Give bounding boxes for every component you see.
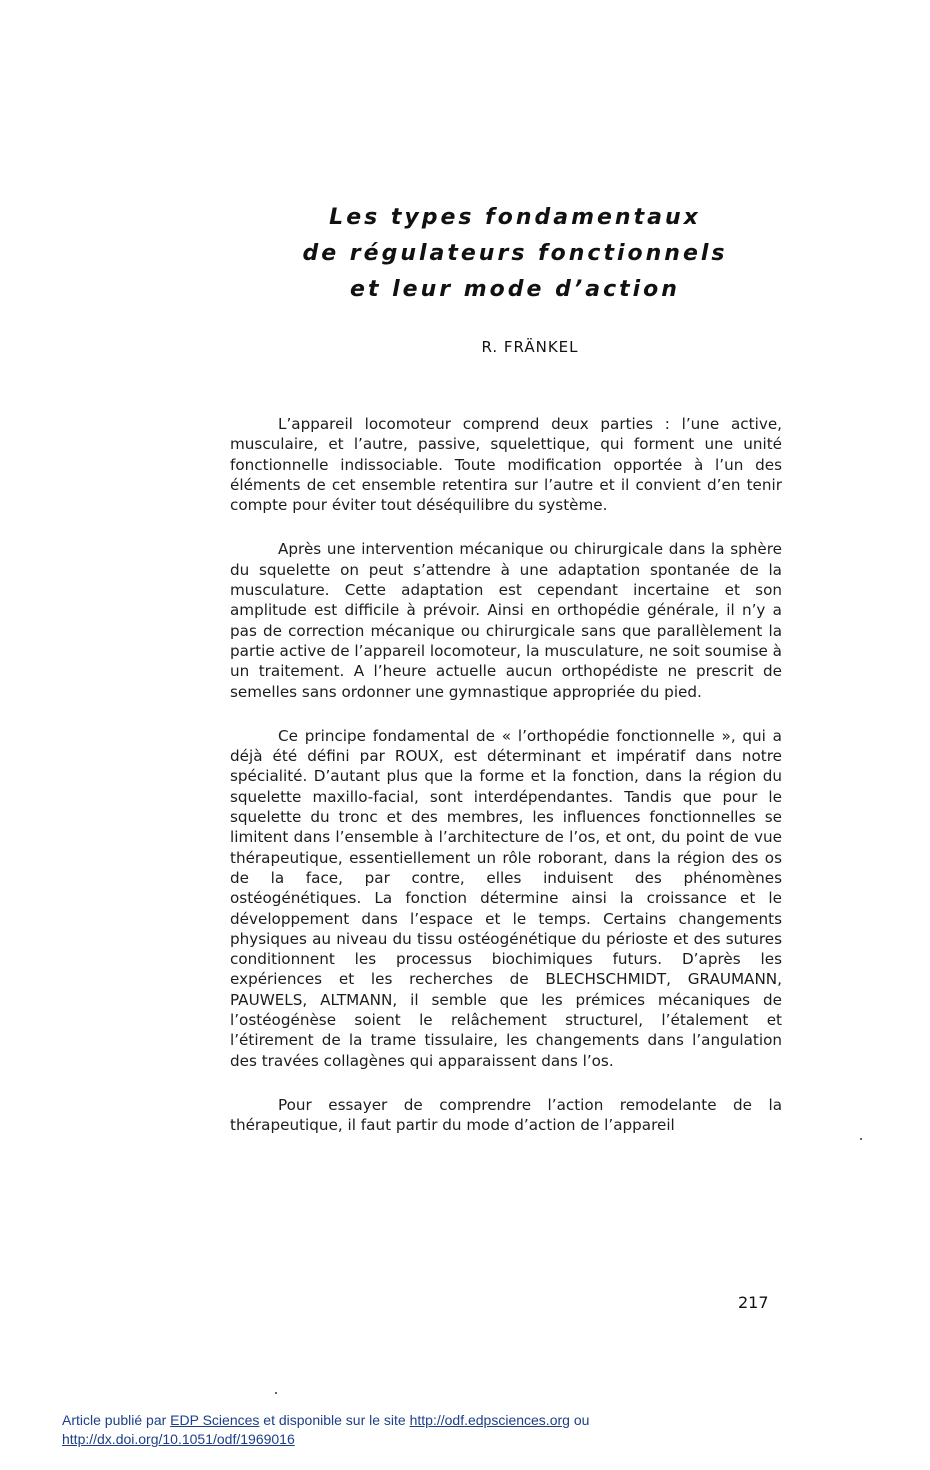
article-title [240, 200, 790, 308]
footer-text: et disponible sur le site [259, 1412, 410, 1428]
edp-sciences-link[interactable]: EDP Sciences [170, 1412, 260, 1428]
odf-site-link[interactable]: http://odf.edpsciences.org [409, 1412, 570, 1428]
footer-text: ou [569, 1412, 590, 1428]
publisher-footer [62, 1411, 762, 1449]
body-paragraph: Pour essayer de comprendre l’action remodelante de la thérapeutique, il faut partir du mode d’action de l’appareil [230, 1095, 782, 1135]
body-paragraph: L’appareil locomoteur comprend deux parties : l’une active, musculaire, et l’autre, passive, squelettique, qui forment une unité fonctionnelle indissociable. Toute modification opportée à l’un des éléments de cet ensemble retentira sur l’autre et il convient d’en tenir compte pour éviter tout déséquilibre du système. [230, 415, 782, 515]
title-line: et leur mode d’action [350, 277, 680, 302]
title-line: de régulateurs fonctionnels [302, 241, 728, 266]
scan-speck [275, 1392, 277, 1394]
page-number: 217 [738, 1293, 769, 1312]
article-body [230, 414, 782, 1160]
article-author: R. FRÄNKEL [481, 338, 579, 356]
scan-speck [860, 1138, 862, 1140]
footer-text: Article publié par [62, 1412, 171, 1428]
title-line: Les types fondamentaux [329, 205, 701, 230]
body-paragraph: Après une intervention mécanique ou chirurgicale dans la sphère du squelette on peut s’attendre à une adaptation spontanée de la musculature. Cette adaptation est cependant incertaine et son amplitude est difficile à prévoir. Ainsi en orthopédie générale, il n’y a pas de correction mécanique ou chirurgicale sans que parallèlement la partie active de l’appareil locomoteur, la musculature, ne soit soumise à un traitement. A l’heure actuelle aucun orthopédiste ne prescrit de semelles sans ordonner une gymnastique appropriée du pied. [230, 540, 782, 701]
doi-link[interactable]: http://dx.doi.org/10.1051/odf/1969016 [62, 1431, 295, 1447]
body-paragraph: Ce principe fondamental de « l’orthopédie fonctionnelle », qui a déjà été défini par ROUX, est déterminant et impératif dans notre spécialité. D’autant plus que la forme et la fonction, dans la région du squelette maxillo-facial, sont interdépendantes. Tandis que pour le squelette du tronc et des membres, les influences fonctionnelles se limitent dans l’ensemble à l’architecture de l’os, et ont, du point de vue thérapeutique, essentiellement un rôle roborant, dans la région des os de la face, par contre, elles induisent des phénomènes ostéogénétiques. La fonction détermine ainsi la croissance et le développement dans l’espace et le temps. Certains changements physiques au niveau du tissu ostéogénétique du périoste et des sutures conditionnent les processus biochimiques futurs. D’après les expériences et les recherches de BLECHSCHMIDT, GRAUMANN, PAUWELS, ALTMANN, il semble que les prémices mécaniques de l’ostéogénèse soient le relâchement structurel, l’étalement et l’étirement de la trame tissulaire, les changements dans l’angulation des travées collagènes qui apparaissent dans l’os. [230, 726, 782, 1070]
